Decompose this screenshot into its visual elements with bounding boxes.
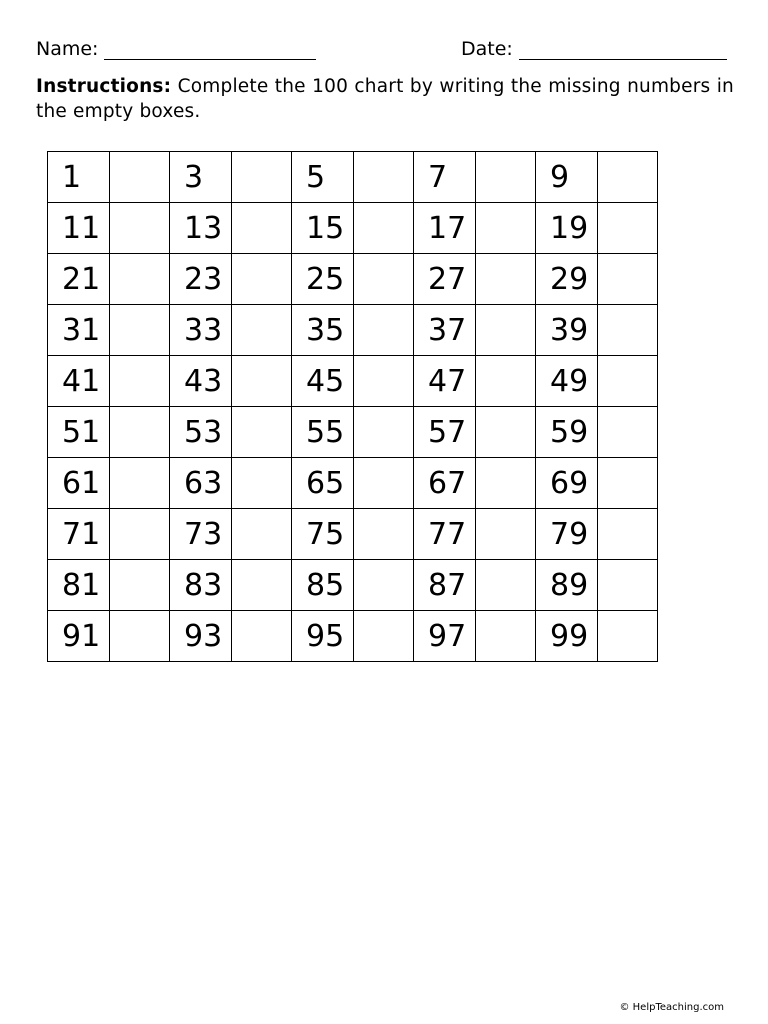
number-cell: 41 bbox=[48, 356, 110, 407]
worksheet-header bbox=[36, 38, 734, 64]
number-cell: 9 bbox=[536, 152, 598, 203]
chart-row bbox=[48, 254, 658, 305]
empty-box[interactable] bbox=[232, 356, 292, 407]
empty-box[interactable] bbox=[476, 611, 536, 662]
number-cell: 15 bbox=[292, 203, 354, 254]
empty-box[interactable] bbox=[110, 203, 170, 254]
empty-box[interactable] bbox=[598, 203, 658, 254]
empty-box[interactable] bbox=[476, 458, 536, 509]
empty-box[interactable] bbox=[476, 407, 536, 458]
chart-row bbox=[48, 611, 658, 662]
empty-box[interactable] bbox=[110, 356, 170, 407]
empty-box[interactable] bbox=[232, 509, 292, 560]
name-label: Name: bbox=[36, 38, 99, 60]
empty-box[interactable] bbox=[232, 305, 292, 356]
number-cell: 91 bbox=[48, 611, 110, 662]
number-cell: 7 bbox=[414, 152, 476, 203]
chart-row bbox=[48, 407, 658, 458]
chart-row bbox=[48, 152, 658, 203]
empty-box[interactable] bbox=[110, 458, 170, 509]
empty-box[interactable] bbox=[232, 560, 292, 611]
number-cell: 79 bbox=[536, 509, 598, 560]
number-cell: 39 bbox=[536, 305, 598, 356]
date-label: Date: bbox=[461, 38, 513, 60]
empty-box[interactable] bbox=[232, 254, 292, 305]
empty-box[interactable] bbox=[598, 509, 658, 560]
empty-box[interactable] bbox=[354, 560, 414, 611]
number-cell: 13 bbox=[170, 203, 232, 254]
number-cell: 5 bbox=[292, 152, 354, 203]
instructions bbox=[36, 74, 734, 124]
number-cell: 97 bbox=[414, 611, 476, 662]
empty-box[interactable] bbox=[232, 152, 292, 203]
date-blank-line[interactable] bbox=[519, 41, 727, 60]
empty-box[interactable] bbox=[598, 611, 658, 662]
empty-box[interactable] bbox=[476, 560, 536, 611]
number-cell: 53 bbox=[170, 407, 232, 458]
number-cell: 67 bbox=[414, 458, 476, 509]
number-cell: 75 bbox=[292, 509, 354, 560]
empty-box[interactable] bbox=[476, 203, 536, 254]
empty-box[interactable] bbox=[110, 305, 170, 356]
number-cell: 59 bbox=[536, 407, 598, 458]
number-cell: 73 bbox=[170, 509, 232, 560]
number-cell: 37 bbox=[414, 305, 476, 356]
empty-box[interactable] bbox=[598, 356, 658, 407]
number-cell: 57 bbox=[414, 407, 476, 458]
empty-box[interactable] bbox=[110, 560, 170, 611]
instructions-label: Instructions: bbox=[36, 76, 172, 97]
number-cell: 19 bbox=[536, 203, 598, 254]
chart-row bbox=[48, 458, 658, 509]
number-cell: 25 bbox=[292, 254, 354, 305]
number-cell: 33 bbox=[170, 305, 232, 356]
number-cell: 65 bbox=[292, 458, 354, 509]
empty-box[interactable] bbox=[110, 152, 170, 203]
empty-box[interactable] bbox=[354, 203, 414, 254]
number-cell: 45 bbox=[292, 356, 354, 407]
number-cell: 81 bbox=[48, 560, 110, 611]
empty-box[interactable] bbox=[598, 560, 658, 611]
number-cell: 89 bbox=[536, 560, 598, 611]
number-cell: 63 bbox=[170, 458, 232, 509]
number-cell: 71 bbox=[48, 509, 110, 560]
empty-box[interactable] bbox=[476, 356, 536, 407]
empty-box[interactable] bbox=[476, 509, 536, 560]
empty-box[interactable] bbox=[476, 254, 536, 305]
empty-box[interactable] bbox=[598, 254, 658, 305]
chart-row bbox=[48, 203, 658, 254]
empty-box[interactable] bbox=[110, 407, 170, 458]
number-cell: 85 bbox=[292, 560, 354, 611]
number-cell: 61 bbox=[48, 458, 110, 509]
chart-row bbox=[48, 509, 658, 560]
empty-box[interactable] bbox=[354, 458, 414, 509]
empty-box[interactable] bbox=[476, 305, 536, 356]
number-cell: 21 bbox=[48, 254, 110, 305]
empty-box[interactable] bbox=[354, 254, 414, 305]
date-field bbox=[461, 38, 727, 60]
number-cell: 27 bbox=[414, 254, 476, 305]
instructions-text: Complete the 100 chart by writing the missing numbers in the empty boxes. bbox=[36, 76, 734, 122]
number-cell: 17 bbox=[414, 203, 476, 254]
number-cell: 35 bbox=[292, 305, 354, 356]
empty-box[interactable] bbox=[354, 152, 414, 203]
empty-box[interactable] bbox=[598, 407, 658, 458]
chart-row bbox=[48, 305, 658, 356]
number-cell: 55 bbox=[292, 407, 354, 458]
empty-box[interactable] bbox=[354, 509, 414, 560]
number-cell: 83 bbox=[170, 560, 232, 611]
chart-row bbox=[48, 356, 658, 407]
number-cell: 43 bbox=[170, 356, 232, 407]
number-cell: 3 bbox=[170, 152, 232, 203]
number-cell: 1 bbox=[48, 152, 110, 203]
number-cell: 11 bbox=[48, 203, 110, 254]
number-cell: 99 bbox=[536, 611, 598, 662]
number-cell: 23 bbox=[170, 254, 232, 305]
empty-box[interactable] bbox=[232, 611, 292, 662]
chart-row bbox=[48, 560, 658, 611]
number-cell: 87 bbox=[414, 560, 476, 611]
empty-box[interactable] bbox=[110, 254, 170, 305]
number-cell: 95 bbox=[292, 611, 354, 662]
number-cell: 51 bbox=[48, 407, 110, 458]
number-cell: 49 bbox=[536, 356, 598, 407]
empty-box[interactable] bbox=[232, 203, 292, 254]
empty-box[interactable] bbox=[354, 305, 414, 356]
hundred-chart bbox=[47, 151, 658, 662]
empty-box[interactable] bbox=[110, 611, 170, 662]
number-cell: 77 bbox=[414, 509, 476, 560]
empty-box[interactable] bbox=[354, 611, 414, 662]
empty-box[interactable] bbox=[476, 152, 536, 203]
number-cell: 31 bbox=[48, 305, 110, 356]
empty-box[interactable] bbox=[598, 458, 658, 509]
empty-box[interactable] bbox=[232, 407, 292, 458]
name-field bbox=[36, 38, 316, 60]
number-cell: 47 bbox=[414, 356, 476, 407]
empty-box[interactable] bbox=[354, 356, 414, 407]
number-cell: 93 bbox=[170, 611, 232, 662]
number-cell: 29 bbox=[536, 254, 598, 305]
name-blank-line[interactable] bbox=[104, 41, 316, 60]
empty-box[interactable] bbox=[598, 152, 658, 203]
number-cell: 69 bbox=[536, 458, 598, 509]
empty-box[interactable] bbox=[110, 509, 170, 560]
empty-box[interactable] bbox=[232, 458, 292, 509]
empty-box[interactable] bbox=[598, 305, 658, 356]
empty-box[interactable] bbox=[354, 407, 414, 458]
copyright-footer: © HelpTeaching.com bbox=[619, 1002, 724, 1013]
